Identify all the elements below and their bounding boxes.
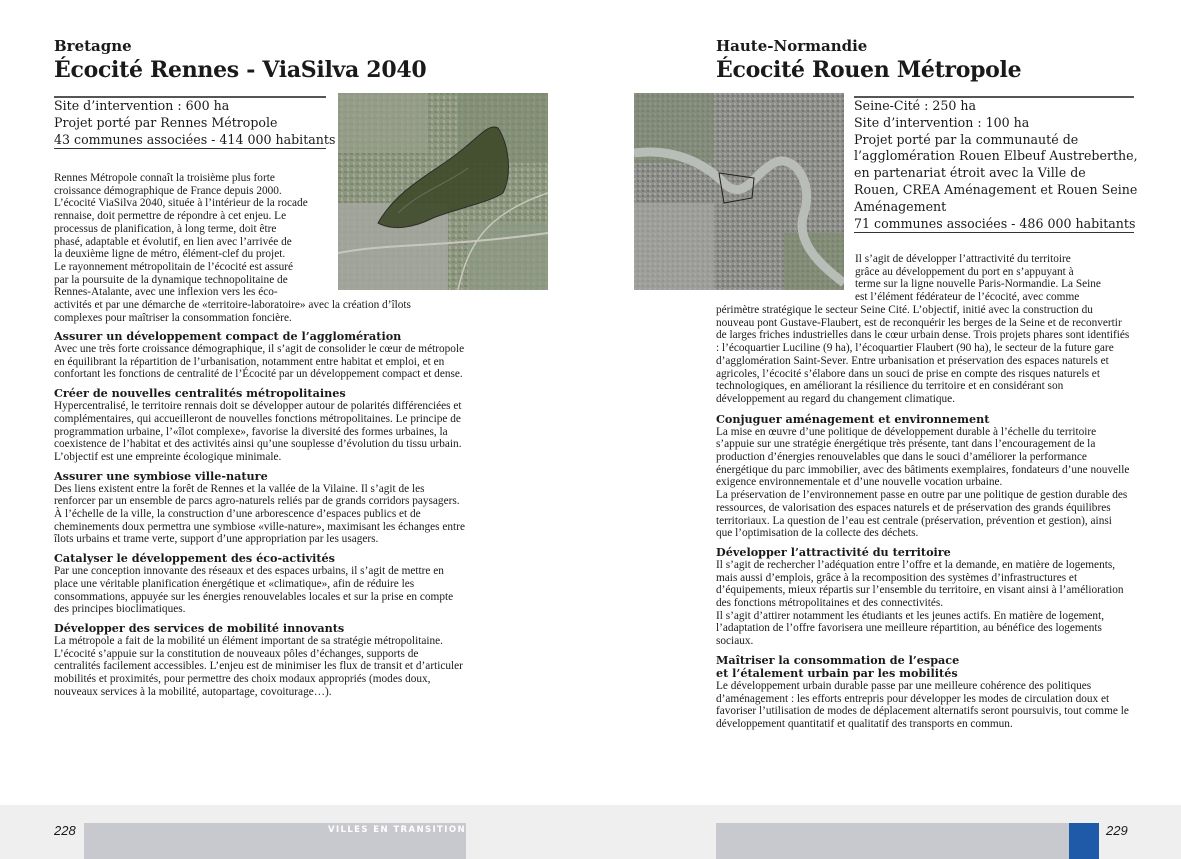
intro-line: L’écocité ViaSilva 2040, située à l’intérieur de la rocade: [54, 197, 308, 210]
intro-continued: périmètre stratégique le secteur Seine Cité. L’objectif, initié avec la construction du nouveau pont Gustave-Flaubert, est de reconquérir les berges de la Seine et de reconvertir de larges friches industrielles dans le cœur urbain dense. Trois projets phares sont identifiés : l’écoquartier Luciline (9 ha), l’écoquartier Flaubert (90 ha), le secteur de la future gare d’agglomération Saint-Sever. Entre urbanisation et préservation des espaces naturels et agricoles, l’écocité s’élabore dans un souci de prise en compte des risques naturels et technologiques, en améliorant la résilience du territoire et en considérant son développement au regard du changement climatique.: [716, 304, 1130, 405]
intro-line: Il s’agit de développer l’attractivité du territoire: [855, 253, 1071, 265]
intro-line: Le rayonnement métropolitain de l’écocité est assuré: [54, 260, 294, 273]
section-text: Il s’agit d’attirer notamment les étudiants et les jeunes actifs. En matière de logement, l’adaptation de l’offre favorisera une meilleure répartition, au bénéfice des logements sociaux.: [716, 609, 1105, 648]
section-heading: Assurer un développement compact de l’agglomération: [54, 329, 402, 343]
right-info-line: Site d’intervention : 100 ha: [854, 114, 1030, 130]
left-title: Écocité Rennes - ViaSilva 2040: [54, 57, 427, 83]
section-heading: Assurer une symbiose ville-nature: [54, 468, 268, 483]
right-info-line: l’agglomération Rouen Elbeuf Austreberthe,: [854, 148, 1138, 164]
section-heading: Conjuguer aménagement et environnement: [716, 411, 990, 426]
right-info-line: Aménagement: [854, 198, 947, 214]
left-info-line: 43 communes associées - 414 000 habitants: [54, 132, 326, 150]
left-info-box: [54, 96, 336, 149]
section-heading: Catalyser le développement des éco-activités: [54, 551, 335, 566]
intro-line: grâce au développement du port en s’appuyant à: [855, 265, 1074, 278]
right-info-line: en partenariat étroit avec la Ville de: [854, 165, 1086, 181]
section-text: La métropole a fait de la mobilité un élément important de sa stratégie métropolitaine. L’écocité s’appuie sur la constitution de nouveaux pôles d’échanges, supports de centralités facilement accessibles. L’enjeu est de minimiser les flux de transit et d’articuler mobilités et proximités, pour permettre des choix modaux appropriés (modes doux, nouveaux services à la mobilité, autopartage, covoiturage…).: [54, 634, 463, 698]
section-heading-cont: et l’étalement urbain par les mobilités: [716, 665, 958, 680]
left-info-line: Projet porté par Rennes Métropole: [54, 114, 278, 130]
intro-line: Rennes-Atalante, avec une inflexion vers les éco-: [54, 286, 278, 299]
section-text: Avec une très forte croissance démographique, il s’agit de consolider le cœur de métropole en équilibrant la répartition de l’urbanisation, notamment entre habitat et emploi, et en confortant les fonctions de centralité de l’Écocité par un développement compact et dense.: [54, 343, 465, 381]
section-text: Par une conception innovante des réseaux et des espaces urbains, il s’agit de mettre en place une véritable planification énergétique et «climatique», afin de réduire les consommations, appuyée sur les énergies renouvelables locales et sur la prise en compte des principes bioclimatiques.: [54, 565, 454, 616]
left-region: Bretagne: [54, 37, 132, 55]
intro-line: terme sur la ligne nouvelle Paris-Normandie. La Seine: [855, 278, 1101, 291]
right-info-box: [854, 96, 1138, 233]
intro-line: activités et par une démarche de «territoire-laboratoire» avec la création d’îlots: [54, 299, 411, 312]
right-info-line: Rouen, CREA Aménagement et Rouen Seine: [854, 181, 1138, 197]
left-info-line: Site d’intervention : 600 ha: [54, 96, 326, 115]
right-info-line: Seine-Cité : 250 ha: [854, 96, 1134, 115]
right-region: Haute-Normandie: [716, 37, 868, 55]
right-sections: [716, 304, 1130, 731]
intro-line: la deuxième ligne de métro, élément-clef du projet.: [54, 248, 286, 261]
right-title: Écocité Rouen Métropole: [716, 57, 1022, 83]
section-text: Il s’agit de rechercher l’adéquation entre l’offre et la demande, en matière de logements, mais aussi d’emplois, grâce à la recomposition des systèmes d’infrastructures et d’équipements, mieux répartis sur l’ensemble du territoire, en visant ainsi à l’amélioration des fonctions métropolitaines et des connectivités.: [716, 558, 1124, 610]
section-text: Des liens existent entre la forêt de Rennes et la vallée de la Vilaine. Il s’agit de les renforcer par un ensemble de parcs agro-naturels reliés par de grands corridors paysagers. À l’échelle de la ville, la construction d’une arborescence d’espaces publics et de cheminements doux permettra une symbiose «ville-nature», maximisant les échanges entre îlots urbains et trame verte, support d’une appropriation par les usagers.: [54, 482, 465, 546]
intro-line: par la poursuite de la dynamique technopolitaine de: [54, 273, 288, 286]
section-heading: Maîtriser la consommation de l’espace: [716, 652, 960, 667]
right-info-line: Projet porté par la communauté de: [854, 131, 1079, 147]
section-heading: Créer de nouvelles centralités métropolitaines: [54, 386, 346, 401]
section-heading: Développer l’attractivité du territoire: [716, 544, 951, 559]
section-text: Le développement urbain durable passe par une meilleure cohérence des politiques d’aménagement : les efforts entrepris pour développer les modes de circulation doux et favoriser l’utilisation de modes de déplacement alternatifs seront poursuivis, tout comme le développement quantitatif et qualitatif des transports en commun.: [716, 679, 1129, 730]
section-text: La mise en œuvre d’une politique de développement durable à l’échelle du territoire s’appuie sur une stratégie énergétique très présente, tant dans l’encouragement de la production d’énergies renouvelables que dans le souci d’améliorer la performance énergétique du parc immobilier, avec des bâtiments exemplaires, fondateurs d’une nouvelle exigence environnementale et d’une nouvelle vocation urbaine.: [716, 425, 1130, 489]
chapter-color-tab: [1069, 823, 1099, 859]
right-page-number: 229: [1106, 823, 1128, 838]
left-page-number: 228: [54, 823, 76, 838]
section-text: Hypercentralisé, le territoire rennais doit se développer autour de polarités différenciées et complémentaires, qui accueilleront de nouvelles fonctions métropolitaines. Le principe de programmation urbaine, l’«îlot complexe», favorise la diversité des formes urbaines, la coexistence de l’habitat et des activités ainsi qu’une souplesse d’évolution du tissu urbain. L’objectif est une empreinte écologique minimale.: [54, 400, 462, 463]
left-sections: [54, 324, 466, 698]
right-info-line: 71 communes associées - 486 000 habitants: [854, 216, 1134, 234]
intro-line: croissance démographique de France depuis 2000.: [54, 184, 282, 197]
intro-line: phasé, adaptable et évolutif, en lien avec l’arrivée de: [54, 235, 292, 248]
intro-line: complexes pour maîtriser la consommation foncière.: [54, 311, 292, 324]
right-intro: [855, 253, 1101, 304]
left-page: [0, 0, 590, 805]
section-text: La préservation de l’environnement passe en outre par une politique de gestion durable des ressources, de valorisation des espaces naturels et de préservation des grands équilibres territoriaux. La question de l’eau est centrale (préservation, prévention et gestion), ainsi que l’optimisation de la collecte des déchets.: [716, 489, 1128, 540]
intro-line: processus de planification, à long terme, doit être: [54, 222, 277, 235]
intro-line: rennaise, doit permettre de répondre à cet enjeu. Le: [54, 210, 287, 223]
intro-line: est l’élément fédérateur de l’écocité, avec comme: [855, 291, 1080, 304]
intro-line: Rennes Métropole connaît la troisième plus forte: [54, 172, 275, 184]
section-heading: Développer des services de mobilité innovants: [54, 620, 345, 635]
right-footer-band: [716, 823, 1069, 859]
left-intro: [54, 172, 411, 324]
right-page: [590, 0, 1181, 805]
running-head: VILLES EN TRANSITION: [328, 825, 466, 835]
rouen-aerial-photo: [634, 93, 844, 290]
